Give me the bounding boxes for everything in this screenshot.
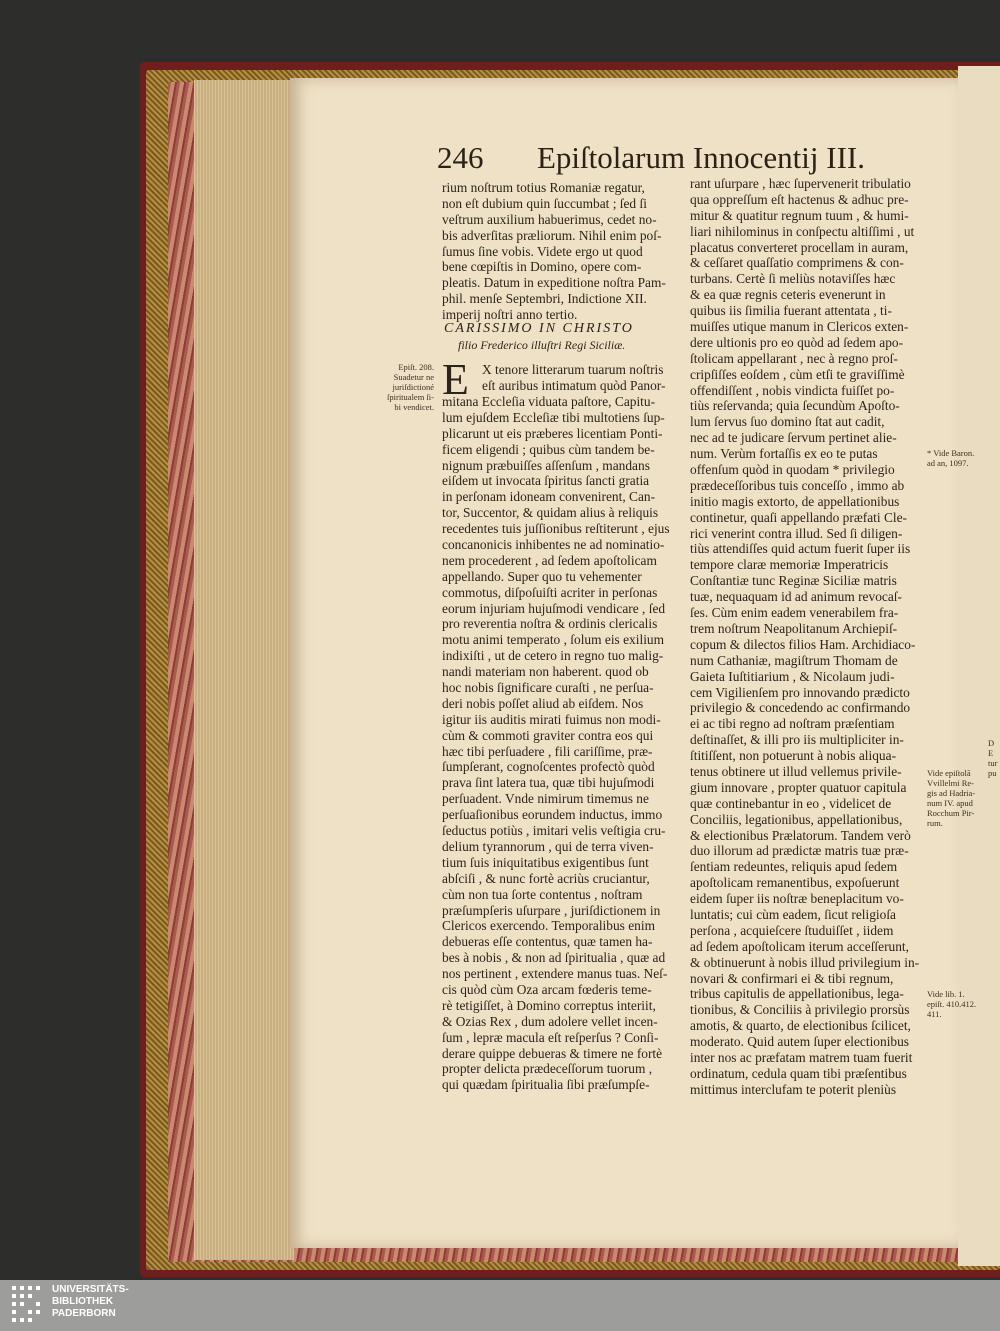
text-line: gium innovare , propter quatuor capitula — [690, 779, 907, 795]
text-line: deſtinaſſet, & illi pro iis multipliciter in- — [690, 732, 904, 748]
text-line: placatus converteret procellam in auram, — [690, 239, 909, 255]
text-line: ſtolicam appellarant , nec à regno proſ- — [690, 350, 898, 366]
text-line: Conſtantiæ tunc Reginæ Siciliæ matris — [690, 573, 897, 589]
text-line: hoc nobis ſignificare curaſti , ne perſua- — [442, 680, 654, 696]
text-line: prava ſint latera tua, quæ tibi hujuſmodi — [442, 775, 655, 791]
text-line: concanonicis inhibentes ne ad nominatio- — [442, 537, 665, 553]
text-line: num IV. apud — [927, 798, 973, 808]
text-line: ei ac tibi regno ad noſtram præſentiam — [690, 716, 895, 732]
text-line: trem noſtrum Neapolitanum Archiepiſ- — [690, 620, 898, 636]
text-line: epiſt. 410.412. — [927, 999, 977, 1009]
text-line: pro reverentia noſtra & ordinis clericalis — [442, 616, 658, 632]
text-line: ad an, 1097. — [927, 458, 969, 468]
text-line: & Ozias Rex , dum adolere vellet incen- — [442, 1013, 658, 1029]
text-line: tempore claræ memoriæ Imperatricis — [690, 557, 889, 573]
text-line: indixiſti , ut de cetero in regno tuo malig- — [442, 648, 664, 664]
text-line: cis quòd cùm Oza arcam fœderis teme- — [442, 981, 652, 997]
text-line: tuæ, nequaquam id ad animum revocaſ- — [690, 589, 902, 605]
library-name-line: UNIVERSITÄTS- — [52, 1284, 129, 1295]
text-line: lum ejuſdem Eccleſiæ tibi multotiens ſup- — [442, 409, 665, 425]
text-line: eidem ſuper iis noſtræ beneplacitum vo- — [690, 891, 904, 907]
text-line: rium noſtrum totius Romaniæ regatur, — [442, 180, 645, 195]
text-line: propter delicta prædeceſſorum tuorum , — [442, 1061, 653, 1077]
text-line: appellando. Super quo tu vehementer — [442, 568, 642, 584]
text-line: & ceſſaret quaſſatio comprimens & con- — [690, 255, 904, 271]
text-line: juriſdictioné — [392, 382, 434, 392]
text-line: mitana Eccleſia viduata paſtore, Capitu- — [442, 394, 656, 409]
text-line: perſona , acquieſcere ſtuduiſſet , iidem — [690, 922, 894, 938]
library-logo-icon — [10, 1284, 46, 1328]
margin-note-baronius — [927, 448, 974, 468]
text-line: rant uſurpare , hæc ſupervenerit tribulatio — [690, 176, 911, 191]
text-line: num Cathaniæ, magiſtrum Thomam de — [690, 652, 898, 668]
text-line: ſum , lepræ macula eſt reſperſus ? Conſi- — [442, 1029, 659, 1045]
text-line: præſumpſeris uſurpare , juriſdictionem in — [442, 902, 661, 918]
text-line: mitur & quatitur regnum tuum , & humi- — [690, 207, 909, 223]
text-line: eiſdem ut invocata ſpiritus ſancti gratia — [442, 473, 650, 489]
text-line: privilegio & concedendo ac confirmando — [690, 700, 911, 716]
text-line: rè tetigiſſet, à Domino correptus interiit, — [442, 997, 656, 1013]
text-line: cem Vigilienſem pro innovando prædicto — [690, 684, 910, 700]
text-line: gis ad Hadria- — [927, 788, 976, 798]
text-line: continetur, quaſi appellando præfati Cle- — [690, 509, 907, 525]
text-line: nem procederent , ad ſedem apoſtolicam — [442, 552, 657, 568]
text-line: * Vide Baron. — [927, 448, 975, 458]
text-line: tor, Succentor, & quidam alius à reliquis — [442, 505, 659, 521]
text-line: imperij noſtri anno tertio. — [442, 307, 578, 323]
page-fore-edge — [194, 80, 294, 1260]
text-line: inter nos ac præfatam matrem tuam fuerit — [690, 1049, 913, 1065]
text-line: delium tyrannorum , qui de terra viven- — [442, 838, 654, 854]
left-column-body — [442, 394, 680, 1093]
text-line: in perſonam idoneam convenirent, Can- — [442, 489, 656, 505]
text-line: nec ad te judicare ſervum pertinet alie- — [690, 430, 897, 446]
text-line: ordinatum, cedula quam tibi præſentibus — [690, 1065, 907, 1081]
text-line: qui quædam ſpiritualia ſibi præſumpſe- — [442, 1077, 650, 1093]
text-line: tiùs reſervanda; quia ſecundùm Apoſto- — [690, 398, 900, 414]
text-line: & ea quæ regnis ceteris evenerunt in — [690, 287, 886, 303]
text-line: Conciliis, legationibus, appellationibus, — [690, 811, 903, 827]
text-line: initio magis extorto, de appellationibus — [690, 493, 900, 509]
text-line: pleatis. Datum in expeditione noſtra Pam- — [442, 275, 666, 291]
text-line: dere ultionis pro eo quòd ad ſedem apo- — [690, 334, 904, 350]
text-line: ficem eligendi ; quibus cùm tandem be- — [442, 441, 655, 457]
text-line: nandi materiam non haberent. quod ob — [442, 664, 649, 680]
text-line: Vide epiſtolā — [927, 768, 971, 778]
text-line: plicarunt ut eis præberes licentiam Ponti- — [442, 425, 663, 441]
text-line: derare quippe debueras & timere ne fortè — [442, 1045, 663, 1061]
text-line: moderato. Quid autem ſuper electionibus — [690, 1034, 910, 1050]
text-line: tenus obtinere ut illud vellemus privile- — [690, 763, 902, 779]
margin-note-william — [927, 768, 975, 828]
text-line: bis adverſitas præliorum. Nihil enim poſ- — [442, 227, 662, 243]
text-line: Clericos exercendo. Temporalibus enim — [442, 918, 656, 934]
text-line: ſes. Cùm enim eadem venerabilem fra- — [690, 605, 899, 621]
text-line: tribus capitulis de appellationibus, lega- — [690, 986, 904, 1002]
text-line: duo illorum ad prædictæ matris tuæ præ- — [690, 843, 909, 859]
library-footer-bar — [0, 1280, 1000, 1331]
text-line: deri nobis poſſet aliud ab eiſdem. Nos — [442, 695, 644, 711]
text-line: mittimus interclufam te poterit pleniùs — [690, 1081, 897, 1097]
text-line: qua oppreſſum eſt hactenus & adhuc pre- — [690, 191, 909, 207]
letter-address-caps: CARISSIMO IN CHRISTO — [444, 321, 634, 336]
text-line: quibus iis ſimilia fuerant attentata , ti- — [690, 303, 892, 319]
text-line: liari nihilominus in conſpectu altiſſimi , ut — [690, 223, 915, 239]
text-line: cùm non tua ſorte contentus , noſtram — [442, 886, 643, 902]
text-line: bi vendicet. — [394, 402, 434, 412]
text-line: quæ continebantur in eo , videlicet de — [690, 795, 892, 811]
text-line: ſumpſerant, cognoſcentes profectò quòd — [442, 759, 655, 775]
margin-note-facing — [988, 738, 997, 778]
right-column — [690, 176, 928, 1098]
text-line: eſt auribus intimatum quòd Panor- — [482, 377, 666, 393]
text-line: rum. — [927, 818, 943, 828]
text-line: cripſiſſes eoſdem , cùm etſi te graviſſimè — [690, 366, 905, 382]
text-line: rici venerint contra illud. Sed ſi diligen- — [690, 525, 903, 541]
text-line: ſtitiſſent, non potuerunt à nobis aliqua- — [690, 748, 897, 764]
running-head — [437, 140, 865, 180]
text-line: apoſtolicam remanentibus, expoſuerunt — [690, 875, 900, 891]
text-line: ſumus ſine vobis. Videte ergo ut quod — [442, 243, 643, 259]
text-line: Gaieta Iuſtitiarium , & Nicolaum judi- — [690, 668, 895, 684]
text-line: veſtrum auxilium habuerimus, cedet no- — [442, 211, 657, 227]
library-name — [52, 1284, 129, 1320]
text-line: bene cœpiſtis in Domino, opere com- — [442, 259, 642, 275]
facing-page-edge — [958, 66, 1000, 1266]
text-line: novari & confirmari ei & tibi regnum, — [690, 970, 894, 986]
text-line: abſciſi , & nunc fortè acriùs cruciantur, — [442, 870, 650, 886]
text-line: Suadetur ne — [393, 372, 434, 382]
text-line: amotis, & quarto, de electionibus ſcilicet, — [690, 1018, 911, 1034]
text-line: non eſt dubium quin ſuccumbat ; ſed ſi — [442, 195, 647, 211]
text-line: tionibus, & Conciliis à privilegio prorsùs — [690, 1002, 910, 1018]
library-name-line: PADERBORN — [52, 1308, 116, 1319]
text-line: prædeceſſoribus tuis conceſſo , immo ab — [690, 477, 905, 493]
text-line: tur — [988, 758, 998, 768]
text-line: offenſum quòd in quodam * privilegio — [690, 462, 895, 478]
text-line: nos pertinent , extendere manus tuas. Neſ- — [442, 966, 668, 982]
text-line: phil. menſe Septembri, Indictione XII. — [442, 291, 647, 307]
text-line: hæc tibi perſuadere , fili cariſſime, præ- — [442, 743, 653, 759]
text-line: lum ſervus ſuo domino ſtat aut cadit, — [690, 414, 885, 430]
text-line: commotus, diſpoſuiſti acriter in perſonas — [442, 584, 658, 600]
text-line: motu animi temperato , ſolum eis exilium — [442, 632, 665, 648]
text-line: offendiſſent , nobis vindicta fuiſſet po- — [690, 382, 895, 398]
text-line: perſuaſionibus eorundem inductus, immo — [442, 807, 663, 823]
text-line: E — [988, 748, 994, 758]
margin-note-lib — [927, 989, 976, 1019]
text-line: recedentes tuis juſſionibus reſtiterunt , ejus — [442, 521, 670, 537]
text-line: debueras eſſe contentus, quæ tamen ha- — [442, 934, 653, 950]
text-line: perſuadent. Vnde nimirum timemus ne — [442, 791, 649, 807]
text-line: Vvillelmi Re- — [927, 778, 974, 788]
text-line: eorum injuriam hujuſmodi vendicare , ſed — [442, 600, 666, 616]
text-line: tium ſuis iniquitatibus exigentibus ſunt — [442, 854, 649, 870]
text-line: tiùs attendiſſes quid actum fuerit ſuper iis — [690, 541, 911, 557]
text-line: 411. — [927, 1009, 942, 1019]
text-line: igitur iis auditis mirati fuimus non modi- — [442, 711, 661, 727]
text-line: nignum præbuiſſes aſſenſum , mandans — [442, 457, 650, 473]
text-line: copum & dilectos filios Ham. Archidiaco- — [690, 636, 916, 652]
page-number: 246 — [437, 140, 484, 175]
text-line: Vide lib. 1. — [927, 989, 965, 999]
library-name-line: BIBLIOTHEK — [52, 1296, 114, 1307]
text-line: ſpiritualem ſi- — [387, 392, 434, 402]
text-line: luntatis; cui cùm eadem, ſicut religioſa — [690, 906, 897, 922]
running-title: Epiſtolarum Innocentij III. — [537, 140, 865, 175]
text-line: D — [988, 738, 995, 748]
text-line: turbans. Certè ſi meliùs notaviſſes hæc — [690, 271, 896, 287]
text-line: ſentiam redeuntes, reliquis apud ſedem — [690, 859, 898, 875]
text-line: muiſſes utique manum in Clericos exten- — [690, 319, 909, 335]
text-line: num. Verùm fortaſſis ex eo te putas — [690, 446, 878, 462]
text-line: & obtinuerunt à nobis illud privilegium in- — [690, 954, 920, 970]
text-line: & electionibus Prælatorum. Tandem verò — [690, 827, 911, 843]
margin-note-epistle — [370, 362, 434, 412]
text-line: bes à nobis , & non ad ſpiritualia , quæ ad — [442, 950, 666, 966]
letter-address-line: filio Frederico illuſtri Regi Siciliæ. — [458, 338, 626, 352]
text-line: X tenore litterarum tuarum noſtris — [482, 362, 664, 377]
text-line: ad ſedem apoſtolicam iterum acceſſerunt, — [690, 938, 909, 954]
left-column-top — [442, 180, 680, 323]
text-line: ſeductus potiùs , imitari velis veſtigia cru- — [442, 823, 666, 839]
text-line: cùm & commoti graviter contra eos qui — [442, 727, 654, 743]
text-line: pu — [988, 768, 997, 778]
text-line: Epiſt. 208. — [398, 362, 434, 372]
left-column-initial-lines — [482, 362, 680, 394]
drop-initial: E — [442, 355, 469, 404]
text-line: Rocchum Pir- — [927, 808, 975, 818]
